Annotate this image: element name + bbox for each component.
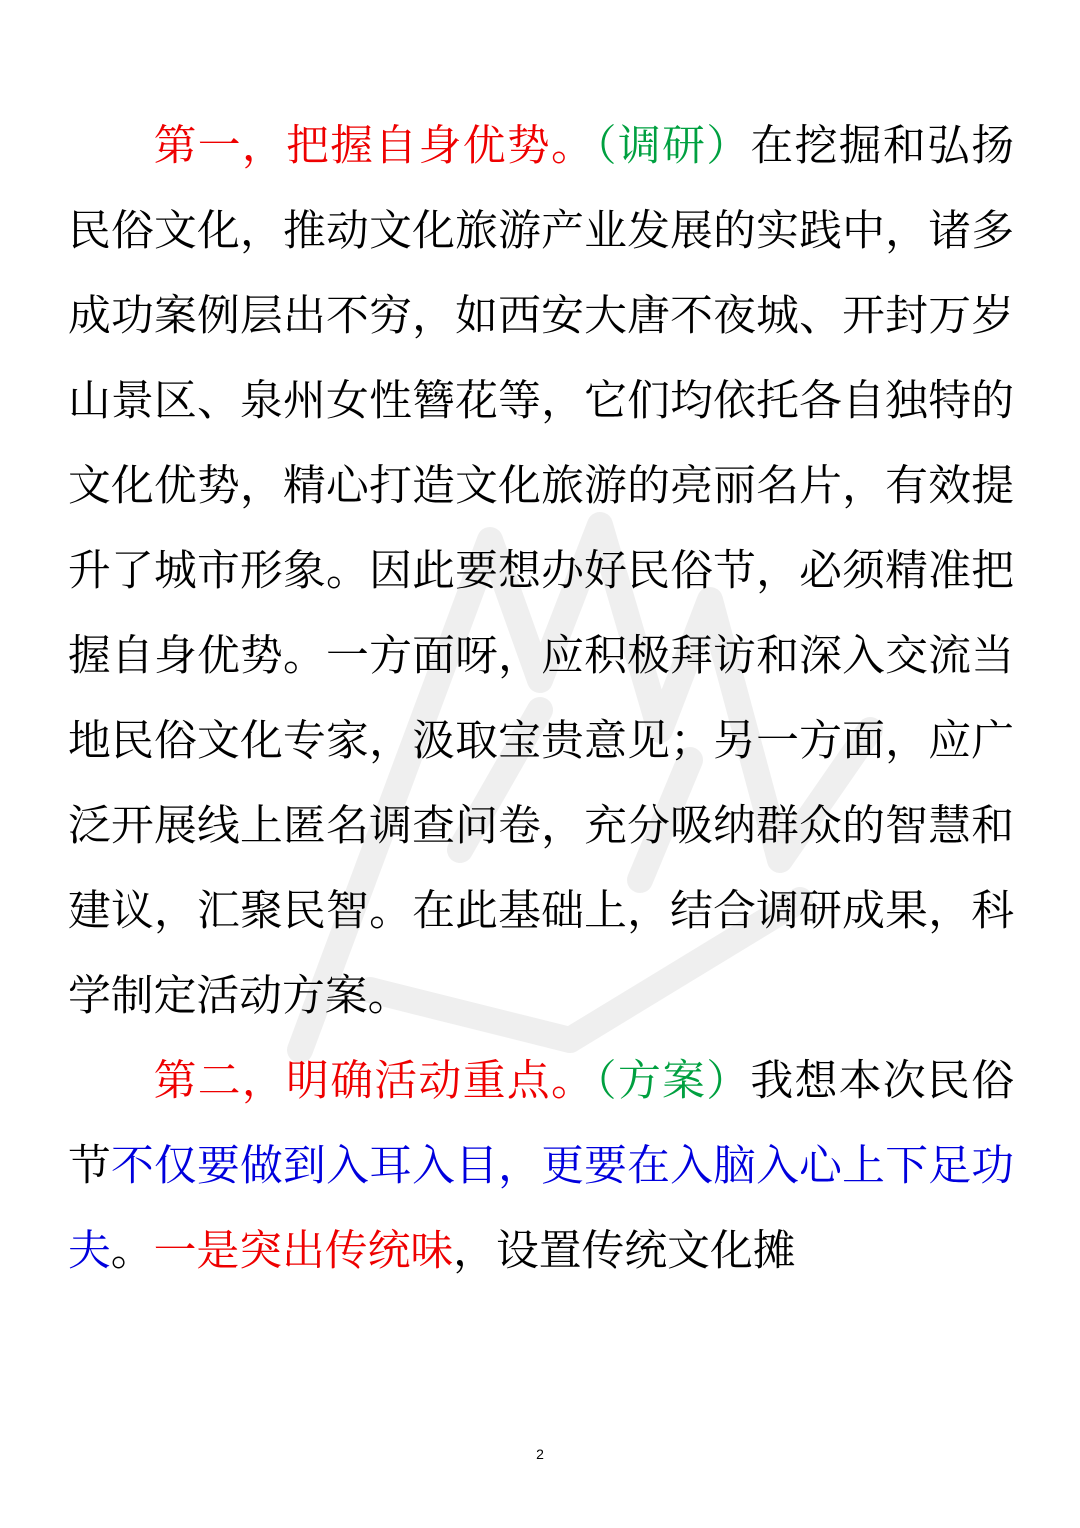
- label-research: （调研）: [595, 121, 751, 171]
- heading-first-point: 第一，把握自身优势。: [153, 121, 596, 171]
- heading-second-point: 第二，明确活动重点。: [153, 1056, 596, 1106]
- subpoint-one: 一是突出传统味: [153, 1226, 454, 1276]
- paragraph-2: [68, 1039, 1014, 1294]
- body-text: ，设置传统文化摊: [453, 1226, 796, 1276]
- body-text: 我想本次民俗节: [68, 1056, 1015, 1191]
- page-number: 2: [536, 1446, 544, 1462]
- body-text: 在挖掘和弘扬民俗文化，推动文化旅游产业发展的实践中，诸多成功案例层出不穷，如西安大唐不夜城、开封万岁山景区、泉州女性簪花等，它们均依托各自独特的文化优势，精心打造文化旅游的亮丽名片，有效提升了城市形象。因此要想办好民俗节，必须精准把握自身优势。一方面呀，应积极拜访和深入交流当地民俗文化专家，汲取宝贵意见；另一方面，应广泛开展线上匿名调查问卷，充分吸纳群众的智慧和建议，汇聚民智。在此基础上，结合调研成果，科学制定活动方案。: [68, 121, 1015, 1021]
- document-body: [68, 104, 1014, 1294]
- label-plan: （方案）: [595, 1056, 751, 1106]
- body-text: 。: [110, 1226, 154, 1276]
- emphasis-text: 不仅要做到入耳入目，更要在入脑入心上下足功夫: [68, 1141, 1015, 1276]
- paragraph-1: [68, 104, 1014, 1039]
